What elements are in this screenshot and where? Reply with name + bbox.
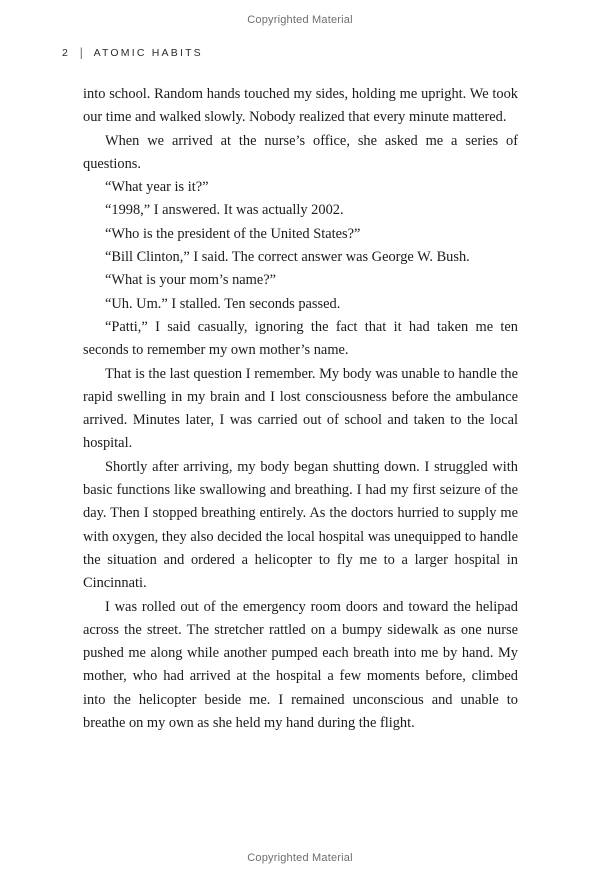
copyright-notice-bottom: Copyrighted Material — [247, 852, 353, 864]
header-separator: | — [79, 46, 83, 60]
paragraph: “Bill Clinton,” I said. The correct answer was George W. Bush. — [105, 249, 470, 266]
paragraph: “Patti,” I said casually, ignoring the fact that it had taken me ten seconds to remember my own mother’s name. — [83, 318, 518, 359]
paragraph: “What is your mom’s name?” — [105, 272, 277, 289]
running-head — [62, 47, 203, 59]
paragraph: Shortly after arriving, my body began shutting down. I struggled with basic functions like swallowing and breathing. I had my first seizure of the day. Then I stopped breathing entirely. As the doctors hurried to supply me with oxygen, they also decided the local hospital was unequipped to handle the situation and ordered a helicopter to fly me to a larger hospital in Cincinnati. — [83, 458, 518, 592]
copyright-notice-top: Copyrighted Material — [247, 14, 353, 26]
book-title: ATOMIC HABITS — [93, 47, 203, 59]
paragraph: “1998,” I answered. It was actually 2002. — [105, 202, 344, 219]
paragraph: When we arrived at the nurse’s office, she asked me a series of questions. — [83, 132, 518, 172]
paragraph: I was rolled out of the emergency room doors and toward the helipad across the street. The stretcher rattled on a bumpy sidewalk as one nurse pushed me along while another pumped each breath into me by hand. My mother, who had arrived at the hospital a few moments before, climbed into the helicopter beside me. I remained unconscious and unable to breathe on my own as she held my hand during the flight. — [83, 598, 518, 732]
paragraph: into school. Random hands touched my sides, holding me upright. We took our time and walked slowly. Nobody realized that every minute mattered. — [83, 86, 518, 126]
paragraph: That is the last question I remember. My body was unable to handle the rapid swelling in my brain and I lost consciousness before the ambulance arrived. Minutes later, I was carried out of school and taken to the local hospital. — [83, 365, 518, 452]
body-text — [83, 83, 518, 735]
page-number: 2 — [62, 47, 69, 59]
paragraph: “Uh. Um.” I stalled. Ten seconds passed. — [105, 295, 341, 312]
paragraph: “Who is the president of the United States?” — [105, 225, 361, 242]
paragraph: “What year is it?” — [105, 179, 209, 196]
